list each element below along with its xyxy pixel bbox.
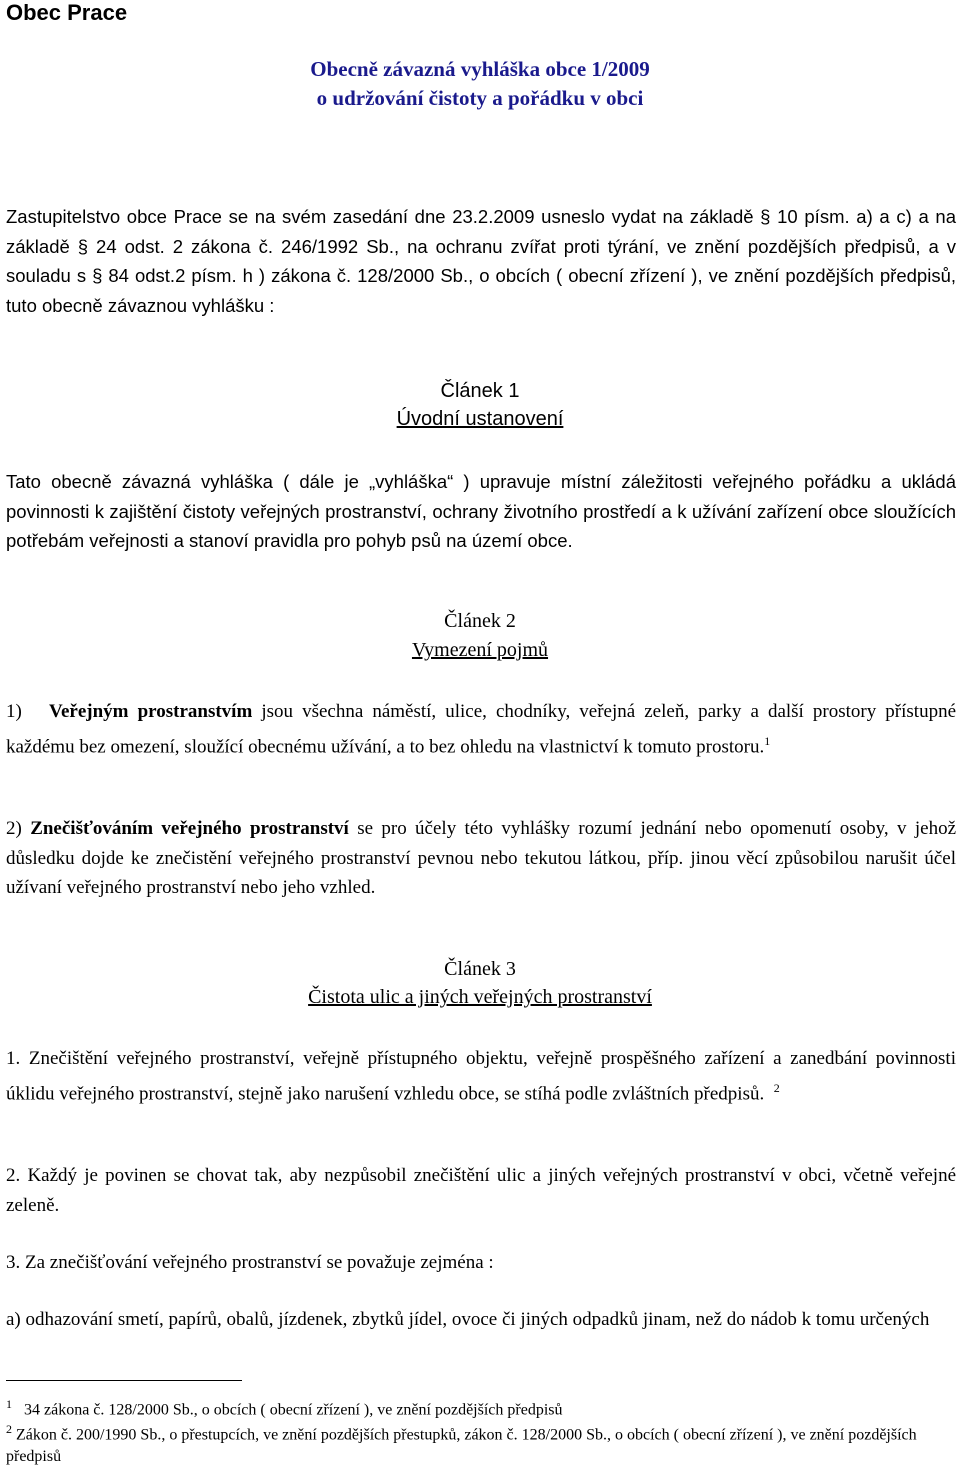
- definition-item-1: [6, 697, 956, 761]
- article3-paragraph-3: 3. Za znečišťování veřejného prostranství se považuje zejména :: [6, 1252, 494, 1273]
- article3-item-a: a) odhazování smetí, papírů, obalů, jízdenek, zbytků jídel, ovoce či jiných odpadků jinam, než do nádob k tomu určených: [6, 1309, 930, 1330]
- footnote-ref: 1: [764, 733, 771, 748]
- decree-title-line2: o udržování čistoty a pořádku v obci: [316, 86, 644, 110]
- article2-number: Článek 2: [444, 610, 516, 632]
- article1-heading: Úvodní ustanovení: [396, 408, 564, 430]
- article1-number: Článek 1: [440, 380, 520, 402]
- article3-paragraph-2: 2. Každý je povinen se chovat tak, aby nezpůsobil znečištění ulic a jiných veřejných prostranství v obci, včetně veřejné zeleně.: [6, 1165, 956, 1216]
- defined-term: Znečišťováním veřejného prostranství: [30, 818, 349, 839]
- footnote-ref: 2: [773, 1080, 780, 1095]
- footnote-number: 2: [6, 1422, 12, 1436]
- footnote-text: 34 zákona č. 128/2000 Sb., o obcích ( obecní zřízení ), ve znění pozdějších předpisů: [24, 1401, 563, 1419]
- article3-heading: Čistota ulic a jiných veřejných prostranství: [308, 986, 652, 1008]
- paragraph-text: 1. Znečištění veřejného prostranství, veřejně přístupného objektu, veřejně prospěšného zařízení a zanedbání povinnosti úklidu veřejného prostranství, stejně jako narušení vzhledu obce, se stíhá podle zvláštních předpisů.: [6, 1048, 956, 1104]
- article3-paragraph-1: [6, 1044, 956, 1108]
- footnote-separator: [6, 1380, 242, 1381]
- article3-number: Článek 3: [444, 958, 516, 980]
- defined-term: Veřejným prostranstvím: [49, 701, 253, 722]
- item-number: 1): [6, 701, 22, 722]
- footnote-text: Zákon č. 200/1990 Sb., o přestupcích, ve znění pozdějších přestupků, zákon č. 128/2000 Sb., o obcích ( obecní zřízení ), ve znění pozdějších předpisů: [6, 1426, 917, 1466]
- footnote-number: 1: [6, 1397, 12, 1411]
- preamble-paragraph: Zastupitelstvo obce Prace se na svém zasedání dne 23.2.2009 usneslo vydat na základě § 10 písm. a) a c) a na základě § 24 odst. 2 zákona č. 246/1992 Sb., na ochranu zvířat proti týrání, ve znění pozdějších předpisů, a v souladu s § 84 odst.2 písm. h ) zákona č. 128/2000 Sb., o obcích ( obecní zřízení ), ve znění pozdějších předpisů, tuto obecně závaznou vyhlášku :: [6, 206, 956, 316]
- item-number: 2): [6, 818, 22, 839]
- municipality-header: Obec Prace: [6, 0, 128, 25]
- definition-text: se pro účely této vyhlášky rozumí jednání nebo opomenutí osoby, v jehož důsledku dojde ke znečistění veřejného prostranství pevnou nebo tekutou látkou, příp. jinou věcí způsobilou narušit účel užívaní veřejného prostranství nebo jeho vzhled.: [6, 818, 957, 898]
- definition-text: jsou všechna náměstí, ulice, chodníky, veřejná zeleň, parky a další prostory přístupné každému bez omezení, sloužící obecnému užívání, a to bez ohledu na vlastnictví k tomuto prostoru.: [6, 701, 956, 757]
- article1-text: Tato obecně závazná vyhláška ( dále je „vyhláška“ ) upravuje místní záležitosti veřejného pořádku a ukládá povinnosti k zajištění čistoty veřejných prostranství, ochrany životního prostředí a k užívání zařízení obce sloužících potřebám veřejnosti a stanoví pravidla pro pohyb psů na území obce.: [6, 471, 956, 551]
- definition-item-2: [6, 814, 956, 903]
- article2-heading: Vymezení pojmů: [411, 639, 549, 661]
- decree-title-line1: Obecně závazná vyhláška obce 1/2009: [310, 57, 650, 81]
- footnote-2: [6, 1418, 956, 1468]
